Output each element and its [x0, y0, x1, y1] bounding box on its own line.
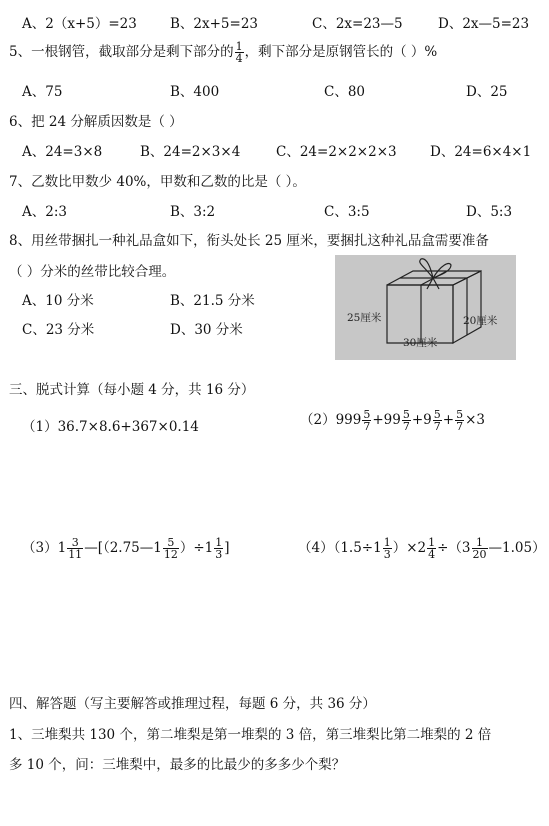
- figure-label-bottom: 30厘米: [403, 337, 438, 349]
- p3-frac3-num: 1: [215, 536, 223, 549]
- p4-frac3-num: 1: [476, 536, 484, 549]
- q6-question: 6、把 24 分解质因数是（ ）: [9, 114, 183, 130]
- section3-heading: 三、脱式计算（每小题 4 分，共 16 分）: [9, 382, 255, 398]
- p3-fraction-3: [214, 537, 223, 560]
- section3-problem-1: （1）36.7×8.6+367×0.14: [22, 419, 199, 435]
- p2-frac4-num: 5: [456, 408, 464, 421]
- q6-option-a: A、24=3×8: [22, 144, 103, 160]
- q5-frac-den: 4: [235, 52, 243, 65]
- p4-mid-2: ÷（3: [437, 540, 471, 556]
- p4-frac1-num: 1: [383, 536, 391, 549]
- q7-option-d: D、5:3: [466, 204, 513, 220]
- q8-option-d: D、30 分米: [170, 322, 243, 338]
- q5-frac-num: 1: [235, 40, 243, 53]
- q5-option-b: B、400: [170, 84, 220, 100]
- section4-q1-line2: 多 10 个，问：三堆梨中，最多的比最少的多多少个梨？: [9, 757, 346, 773]
- p4-frac1-den: 3: [383, 548, 391, 561]
- p3-frac1-den: 11: [68, 548, 83, 561]
- q8-option-c: C、23 分米: [22, 322, 95, 338]
- q8-question-line2: （ ）分米的丝带比较合理。: [9, 264, 176, 280]
- q4-option-b: B、2x+5=23: [170, 16, 259, 32]
- p4-frac2-den: 4: [428, 548, 436, 561]
- p3-fraction-2: [163, 537, 179, 560]
- p3-tail: ]: [224, 540, 230, 556]
- p4-frac2-num: 1: [428, 536, 436, 549]
- p4-fraction-2: [427, 537, 436, 560]
- q8-option-b: B、21.5 分米: [170, 293, 255, 309]
- p2-frac1-num: 5: [363, 408, 371, 421]
- p3-label: （3）1: [22, 540, 67, 556]
- p4-fraction-3: [472, 537, 488, 560]
- q5-text-post: ，剩下部分是原钢管长的（ ）%: [244, 44, 438, 60]
- p2-fraction-4: [455, 409, 464, 432]
- p4-fraction-1: [383, 537, 392, 560]
- p2-fraction-1: [362, 409, 371, 432]
- q8-question-line1: 8、用丝带捆扎一种礼品盒如下，衔头处长 25 厘米，要捆扎这种礼品盒需要准备: [9, 233, 489, 249]
- p3-mid-2: ）÷1: [179, 540, 214, 556]
- q5-option-c: C、80: [324, 84, 366, 100]
- p3-frac2-den: 12: [163, 548, 178, 561]
- p2-frac1-den: 7: [363, 420, 371, 433]
- section4-heading: 四、解答题（写主要解答或推理过程，每题 6 分，共 36 分）: [9, 696, 376, 712]
- q8-option-a: A、10 分米: [22, 293, 94, 309]
- p4-mid: ）×2: [392, 540, 427, 556]
- q6-option-b: B、24=2×3×4: [140, 144, 241, 160]
- p2-op-2: +9: [411, 412, 432, 428]
- q4-option-c: C、2x=23—5: [312, 16, 403, 32]
- p3-frac2-num: 5: [167, 536, 175, 549]
- p3-frac3-den: 3: [215, 548, 223, 561]
- figure-label-right: 20厘米: [463, 315, 498, 327]
- figure-label-left: 25厘米: [347, 312, 382, 324]
- p2-op-1: +99: [372, 412, 401, 428]
- section3-problem-2: [300, 408, 485, 432]
- q6-option-c: C、24=2×2×2×3: [276, 144, 397, 160]
- p2-frac4-den: 7: [456, 420, 464, 433]
- p2-frac3-den: 7: [433, 420, 441, 433]
- q7-question: 7、乙数比甲数少 40%，甲数和乙数的比是（ ）。: [9, 174, 306, 190]
- p2-fraction-3: [433, 409, 442, 432]
- p2-frac2-num: 5: [402, 408, 410, 421]
- q6-option-d: D、24=6×4×1: [430, 144, 532, 160]
- p2-frac2-den: 7: [402, 420, 410, 433]
- q4-option-a: A、2（x+5）=23: [22, 16, 137, 32]
- q5-question: [9, 40, 437, 64]
- q5-option-a: A、75: [22, 84, 63, 100]
- section4-q1-line1: 1、三堆梨共 130 个，第二堆梨是第一堆梨的 3 倍，第三堆梨比第二堆梨的 2 倍: [9, 727, 492, 743]
- p2-frac3-num: 5: [433, 408, 441, 421]
- p3-frac1-num: 3: [71, 536, 79, 549]
- q5-fraction: [235, 41, 244, 64]
- gift-box-figure: [335, 255, 516, 360]
- section3-problem-3: [22, 536, 230, 560]
- p2-op-3: +: [442, 412, 455, 428]
- p4-frac3-den: 20: [472, 548, 487, 561]
- p2-whole-1: 999: [335, 412, 362, 428]
- q4-option-d: D、2x—5=23: [438, 16, 530, 32]
- q5-text-pre: 5、一根钢管，截取部分是剩下部分的: [9, 44, 234, 60]
- q7-option-a: A、2:3: [22, 204, 67, 220]
- p2-fraction-2: [402, 409, 411, 432]
- p4-label: （4）（1.5÷1: [298, 540, 382, 556]
- p2-label: （2）: [300, 412, 336, 428]
- section3-problem-4: [298, 536, 546, 560]
- q5-option-d: D、25: [466, 84, 508, 100]
- q7-option-b: B、3:2: [170, 204, 216, 220]
- p3-fraction-1: [67, 537, 83, 560]
- q7-option-c: C、3:5: [324, 204, 370, 220]
- p3-mid: —[（2.75—1: [84, 540, 162, 556]
- p2-tail: ×3: [465, 412, 485, 428]
- p4-tail: —1.05）: [488, 540, 546, 556]
